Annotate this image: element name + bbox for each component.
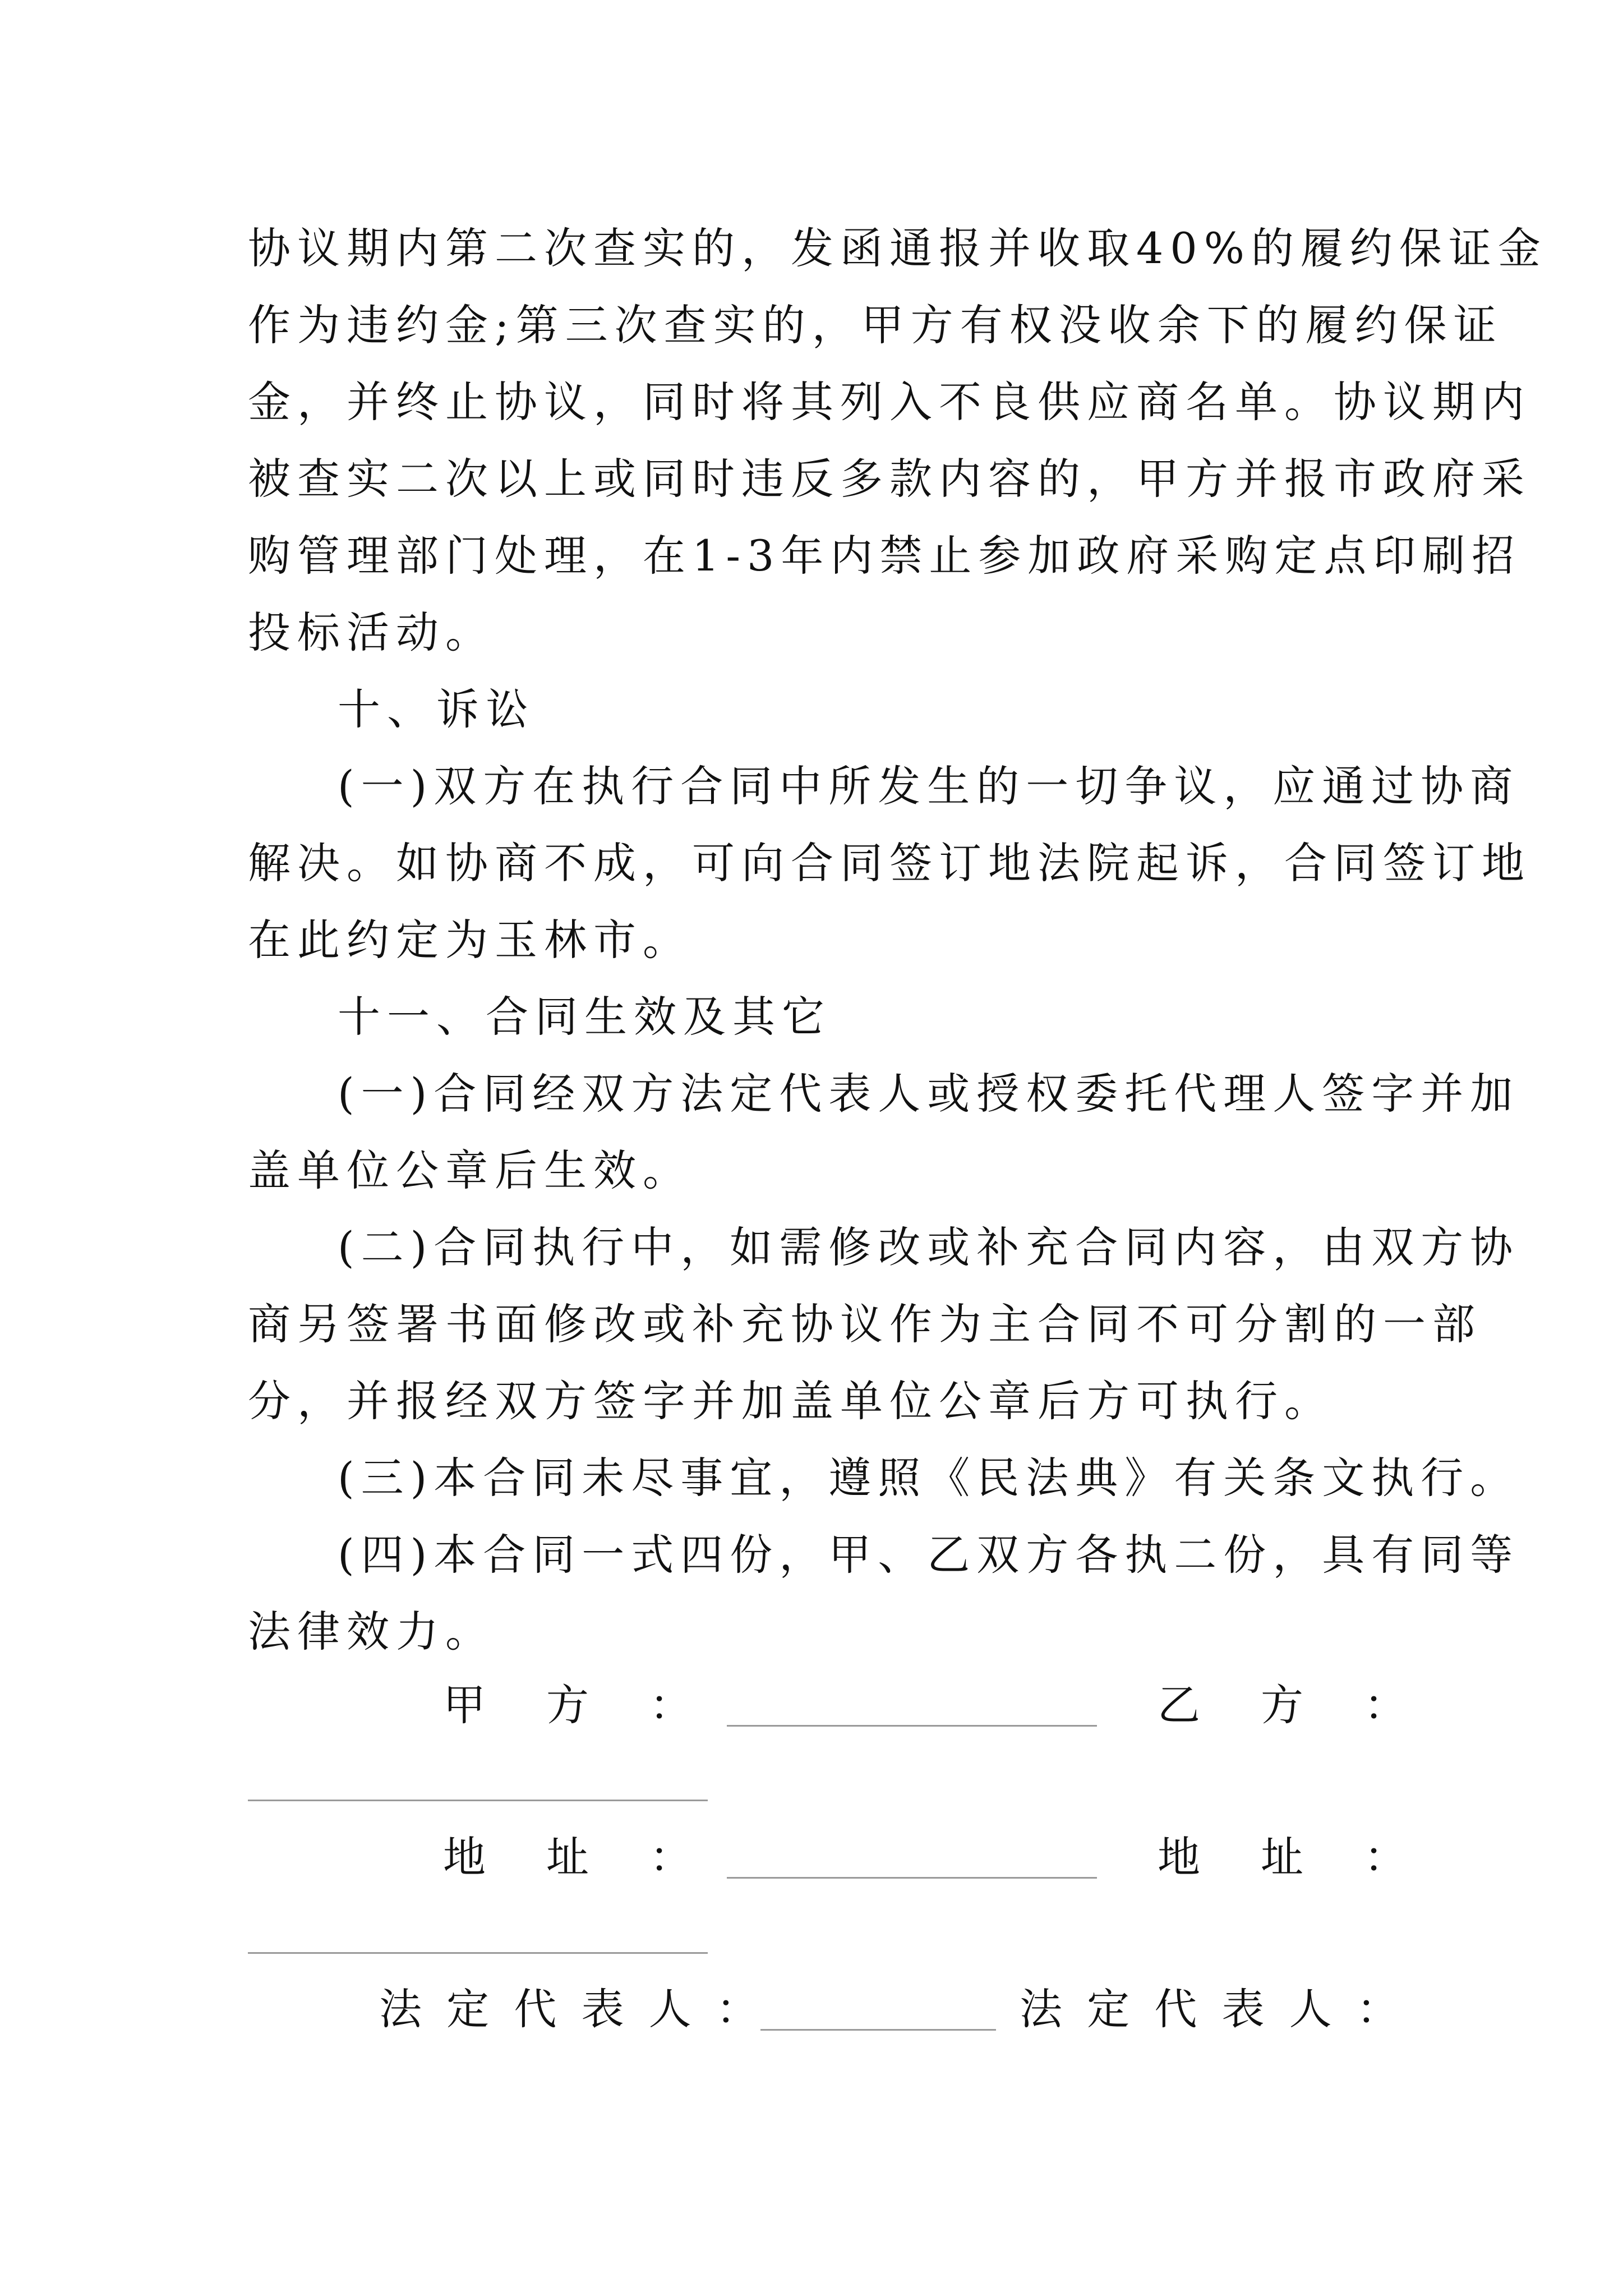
text-line: 投标活动。 bbox=[248, 608, 495, 657]
text-line: 被查实二次以上或同时违反多款内容的，甲方并报市政府采 bbox=[248, 454, 1531, 504]
text-line: 盖单位公章后生效。 bbox=[248, 1145, 692, 1195]
text-line: 商另签署书面修改或补充协议作为主合同不可分割的一部 bbox=[248, 1299, 1482, 1349]
section-heading-effectiveness: 十一、合同生效及其它 bbox=[338, 992, 831, 1042]
text-line: 金，并终止协议，同时将其列入不良供应商名单。协议期内 bbox=[248, 377, 1531, 427]
text-line: 购管理部门处理，在1-3年内禁止参加政府采购定点印刷招 bbox=[248, 531, 1521, 581]
party-b-signature-line bbox=[248, 1800, 708, 1801]
address-b-label: 地 址 ： bbox=[1158, 1832, 1415, 1882]
address-a-line bbox=[727, 1877, 1097, 1879]
legal-rep-b-label: 法 定 代 表 人 ： bbox=[1020, 1984, 1405, 2034]
text-line: (一)双方在执行合同中所发生的一切争议，应通过协商 bbox=[338, 761, 1520, 811]
party-b-label: 乙 方 ： bbox=[1158, 1680, 1415, 1730]
address-a-label: 地 址 ： bbox=[443, 1832, 701, 1882]
text-line: 分，并报经双方签字并加盖单位公章后方可执行。 bbox=[248, 1376, 1334, 1426]
text-line: 解决。如协商不成，可向合同签订地法院起诉，合同签订地 bbox=[248, 838, 1531, 888]
party-a-signature-line bbox=[727, 1725, 1097, 1727]
text-line: 作为违约金;第三次查实的，甲方有权没收余下的履约保证 bbox=[248, 300, 1503, 350]
section-heading-litigation: 十、诉讼 bbox=[338, 684, 535, 734]
address-b-line bbox=[248, 1952, 708, 1954]
text-line: (一)合同经双方法定代表人或授权委托代理人签字并加 bbox=[338, 1069, 1520, 1119]
text-line: (三)本合同未尽事宜，遵照《民法典》有关条文执行。 bbox=[338, 1453, 1520, 1503]
legal-rep-a-line bbox=[760, 2029, 996, 2031]
text-line: 在此约定为玉林市。 bbox=[248, 915, 692, 965]
text-line: (二)合同执行中，如需修改或补充合同内容，由双方协 bbox=[338, 1222, 1520, 1272]
party-a-label: 甲 方 ： bbox=[443, 1680, 701, 1730]
legal-rep-a-label: 法 定 代 表 人 ： bbox=[379, 1984, 764, 2034]
text-line: 法律效力。 bbox=[248, 1607, 495, 1657]
text-line: 协议期内第二次查实的，发函通报并收取40%的履约保证金 bbox=[248, 223, 1547, 273]
text-line: (四)本合同一式四份，甲、乙双方各执二份，具有同等 bbox=[338, 1530, 1520, 1580]
